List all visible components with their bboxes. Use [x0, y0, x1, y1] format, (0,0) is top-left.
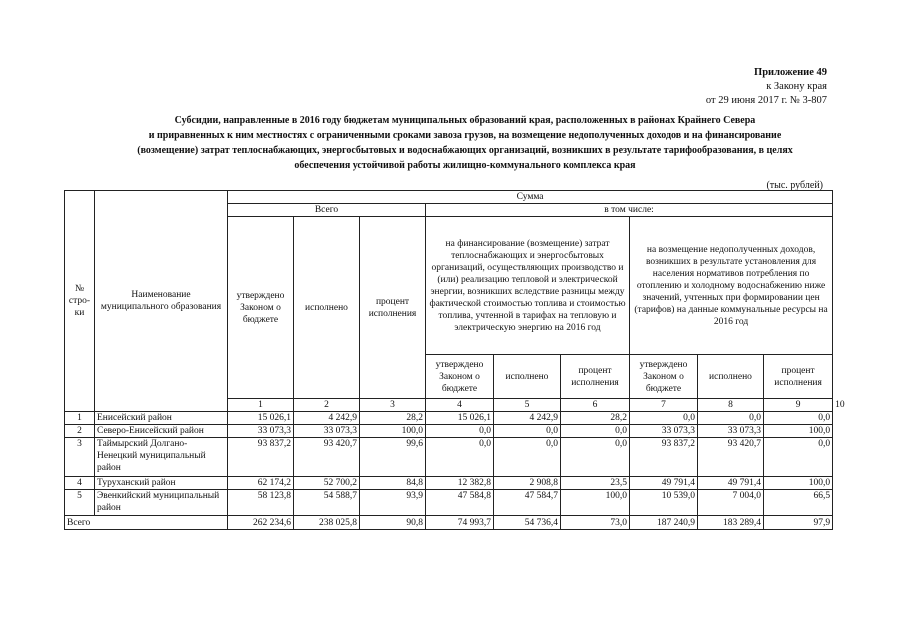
table-row	[65, 425, 833, 438]
row-number: 3	[65, 438, 95, 477]
value-cell: 0,0	[494, 438, 561, 477]
header-percent-norms: процент исполнения	[764, 355, 833, 399]
total-value-cell: 262 234,6	[228, 516, 294, 530]
value-cell: 54 588,7	[294, 490, 360, 516]
value-cell: 0,0	[764, 438, 833, 477]
value-cell: 93 837,2	[228, 438, 294, 477]
col-number: 9	[764, 399, 833, 412]
total-row	[65, 516, 833, 530]
table-row	[65, 438, 833, 477]
header-executed-norms: исполнено	[698, 355, 764, 399]
appendix-title: Приложение 49	[754, 67, 827, 78]
col-number: 1	[228, 399, 294, 412]
value-cell: 62 174,2	[228, 477, 294, 490]
value-cell: 93,9	[360, 490, 426, 516]
value-cell: 66,5	[764, 490, 833, 516]
value-cell: 0,0	[426, 425, 494, 438]
value-cell: 15 026,1	[228, 412, 294, 425]
total-value-cell: 90,8	[360, 516, 426, 530]
value-cell: 33 073,3	[228, 425, 294, 438]
value-cell: 33 073,3	[630, 425, 698, 438]
value-cell: 100,0	[764, 477, 833, 490]
header-approved-total: утверждено Законом о бюджете	[228, 217, 294, 399]
row-number: 5	[65, 490, 95, 516]
header-sum: Сумма	[228, 191, 833, 204]
value-cell: 4 242,9	[294, 412, 360, 425]
total-value-cell: 183 289,4	[698, 516, 764, 530]
value-cell: 33 073,3	[294, 425, 360, 438]
col-number: 6	[561, 399, 630, 412]
value-cell: 28,2	[360, 412, 426, 425]
value-cell: 0,0	[561, 438, 630, 477]
row-number: 1	[65, 412, 95, 425]
header-executed-total: исполнено	[294, 217, 360, 399]
value-cell: 84,8	[360, 477, 426, 490]
title-line-4: обеспечения устойчивой работы жилищно-коммунального комплекса края	[294, 160, 636, 171]
value-cell: 100,0	[764, 425, 833, 438]
value-cell: 0,0	[764, 412, 833, 425]
header-percent-total: процент исполнения	[360, 217, 426, 399]
total-value-cell: 73,0	[561, 516, 630, 530]
col-number: 2	[294, 399, 360, 412]
row-number: 4	[65, 477, 95, 490]
value-cell: 10 539,0	[630, 490, 698, 516]
column-number-row: 1 2 3 4 5 6 7 8 9 10	[65, 399, 833, 412]
municipality-name: Енисейский район	[95, 412, 228, 425]
municipality-name: Северо-Енисейский район	[95, 425, 228, 438]
value-cell: 0,0	[698, 412, 764, 425]
header-approved-norms: утверждено Законом о бюджете	[630, 355, 698, 399]
value-cell: 0,0	[630, 412, 698, 425]
header-percent-fuel: процент исполнения	[561, 355, 630, 399]
col-number: 8	[698, 399, 764, 412]
value-cell: 0,0	[561, 425, 630, 438]
value-cell: 93 420,7	[698, 438, 764, 477]
municipality-name: Таймырский Долгано-Ненецкий муниципальный район	[95, 438, 228, 477]
value-cell: 58 123,8	[228, 490, 294, 516]
title-line-2: и приравненных к ним местностях с ограниченными сроками завоза грузов, на возмещение недополученных доходов и на финансирование	[148, 130, 782, 141]
value-cell: 47 584,7	[494, 490, 561, 516]
municipality-name: Эвенкийский муниципальный район	[95, 490, 228, 516]
title-line-3: (возмещение) затрат теплоснабжающих, энергосбытовых и водоснабжающих организаций, возникших в результате тарифообразования, в целях	[137, 145, 793, 156]
header-total: Всего	[228, 204, 426, 217]
total-value-cell: 238 025,8	[294, 516, 360, 530]
document-title	[55, 113, 875, 173]
table-body	[65, 412, 833, 530]
appendix-block	[706, 66, 827, 108]
value-cell: 49 791,4	[698, 477, 764, 490]
value-cell: 12 382,8	[426, 477, 494, 490]
value-cell: 99,6	[360, 438, 426, 477]
value-cell: 0,0	[426, 438, 494, 477]
appendix-line-1: к Закону края	[766, 81, 827, 92]
total-value-cell: 97,9	[764, 516, 833, 530]
header-name: Наименование муниципального образования	[95, 191, 228, 412]
header-group-fuel: на финансирование (возмещение) затрат теплоснабжающих и энергосбытовых организаций, осуществляющих производство и (или) реализацию тепловой и электрической энергии, возникших вследствие разницы между фактической стоимостью топлива и стоимостью топлива, учтенной в тарифах на тепловую и электрическую энергию на 2016 год	[426, 217, 630, 355]
value-cell: 100,0	[360, 425, 426, 438]
table-row	[65, 490, 833, 516]
total-value-cell: 187 240,9	[630, 516, 698, 530]
value-cell: 0,0	[494, 425, 561, 438]
header-row-number: № стро-ки	[65, 191, 95, 412]
value-cell: 2 908,8	[494, 477, 561, 490]
table-row	[65, 477, 833, 490]
value-cell: 15 026,1	[426, 412, 494, 425]
value-cell: 93 837,2	[630, 438, 698, 477]
row-number: 2	[65, 425, 95, 438]
value-cell: 7 004,0	[698, 490, 764, 516]
appendix-line-2: от 29 июня 2017 г. № 3-807	[705, 95, 827, 106]
col-number: 7	[630, 399, 698, 412]
col-number: 5	[494, 399, 561, 412]
value-cell: 49 791,4	[630, 477, 698, 490]
header-approved-fuel: утверждено Законом о бюджете	[426, 355, 494, 399]
col-number: 4	[426, 399, 494, 412]
header-executed-fuel: исполнено	[494, 355, 561, 399]
value-cell: 4 242,9	[494, 412, 561, 425]
total-value-cell: 74 993,7	[426, 516, 494, 530]
municipality-name: Туруханский район	[95, 477, 228, 490]
value-cell: 28,2	[561, 412, 630, 425]
value-cell: 52 700,2	[294, 477, 360, 490]
header-group-norms: на возмещение недополученных доходов, возникших в результате установления для населения нормативов потребления по отоплению и холодному водоснабжению ниже значений, учтенных при формировании цен (тарифов) на данные коммунальные ресурсы на 2016 год	[630, 217, 833, 355]
subsidy-table	[64, 190, 845, 530]
col-number: 3	[360, 399, 426, 412]
title-line-1: Субсидии, направленные в 2016 году бюджетам муниципальных образований края, расположенных в районах Крайнего Севера	[174, 115, 756, 126]
units-label: (тыс. рублей)	[766, 180, 823, 191]
value-cell: 23,5	[561, 477, 630, 490]
value-cell: 47 584,8	[426, 490, 494, 516]
value-cell: 33 073,3	[698, 425, 764, 438]
total-value-cell: 54 736,4	[494, 516, 561, 530]
header-including: в том числе:	[426, 204, 833, 217]
table-row	[65, 412, 833, 425]
value-cell: 100,0	[561, 490, 630, 516]
value-cell: 93 420,7	[294, 438, 360, 477]
total-label: Всего	[65, 516, 228, 530]
